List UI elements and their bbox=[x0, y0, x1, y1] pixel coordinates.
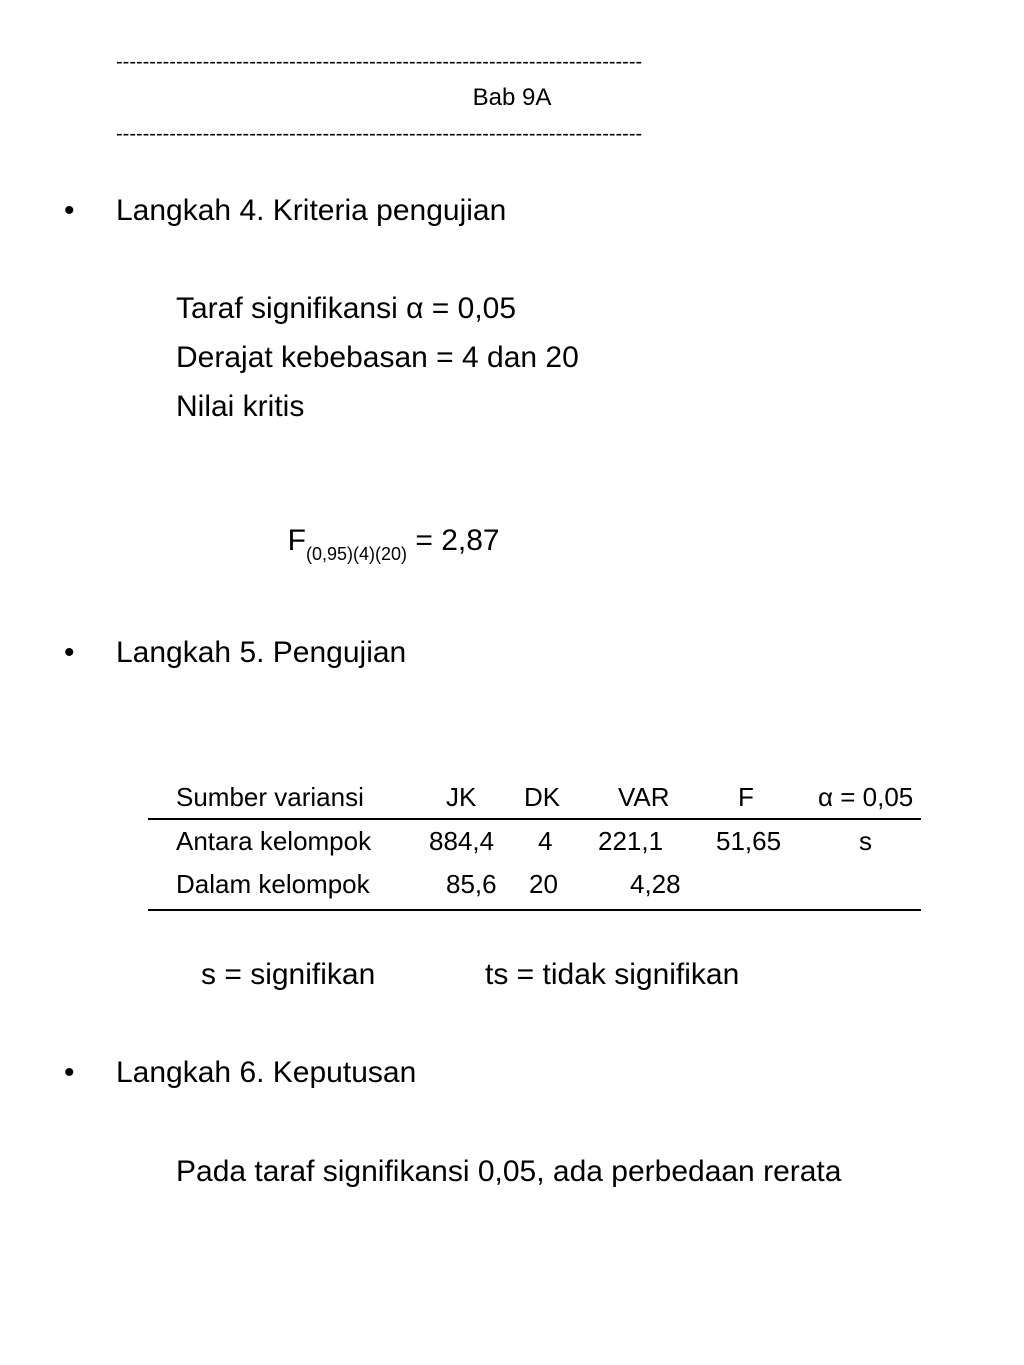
table-header-rule bbox=[148, 818, 921, 820]
table-bottom-rule bbox=[148, 909, 921, 911]
table-cell-var: 221,1 bbox=[598, 826, 664, 856]
decision-text: Pada taraf signifikansi 0,05, ada perbedaan rerata bbox=[176, 1155, 842, 1188]
table-cell-alpha: s bbox=[859, 826, 872, 856]
table-cell-jk: 884,4 bbox=[429, 826, 495, 856]
f-subscript: (0,95)(4)(20) bbox=[306, 544, 408, 564]
table-header-jk: JK bbox=[446, 782, 477, 812]
chapter-title: Bab 9A bbox=[472, 84, 552, 111]
bullet-icon: • bbox=[64, 194, 75, 227]
table-header-var: VAR bbox=[618, 782, 670, 812]
table-cell-source: Antara kelompok bbox=[176, 826, 372, 856]
critical-value-label: Nilai kritis bbox=[176, 390, 305, 423]
degrees-of-freedom: Derajat kebebasan = 4 dan 20 bbox=[176, 341, 579, 374]
table-header-alpha: α = 0,05 bbox=[818, 782, 914, 812]
step4-heading: Langkah 4. Kriteria pengujian bbox=[116, 194, 507, 227]
header-top-rule: ------------------------------------------------------------------------------- bbox=[116, 51, 643, 73]
legend-not-significant: ts = tidak signifikan bbox=[485, 958, 740, 991]
significance-level: Taraf signifikansi α = 0,05 bbox=[176, 292, 517, 325]
table-cell-f: 51,65 bbox=[716, 826, 782, 856]
table-header-source: Sumber variansi bbox=[176, 782, 364, 812]
critical-value-formula bbox=[271, 487, 500, 562]
step6-heading: Langkah 6. Keputusan bbox=[116, 1056, 417, 1089]
bullet-icon: • bbox=[64, 636, 75, 669]
table-cell-source: Dalam kelompok bbox=[176, 869, 370, 899]
f-critical-value: = 2,87 bbox=[407, 524, 500, 557]
f-symbol: F bbox=[287, 524, 306, 557]
table-header-f: F bbox=[738, 782, 754, 812]
step5-heading: Langkah 5. Pengujian bbox=[116, 636, 407, 669]
table-cell-jk: 85,6 bbox=[446, 869, 497, 899]
bullet-icon: • bbox=[64, 1056, 75, 1089]
header-bottom-rule: ------------------------------------------------------------------------------- bbox=[116, 123, 643, 145]
table-cell-dk: 4 bbox=[538, 826, 553, 856]
table-header-dk: DK bbox=[524, 782, 561, 812]
table-cell-var: 4,28 bbox=[630, 869, 681, 899]
legend-significant: s = signifikan bbox=[201, 958, 376, 991]
table-cell-dk: 20 bbox=[529, 869, 558, 899]
